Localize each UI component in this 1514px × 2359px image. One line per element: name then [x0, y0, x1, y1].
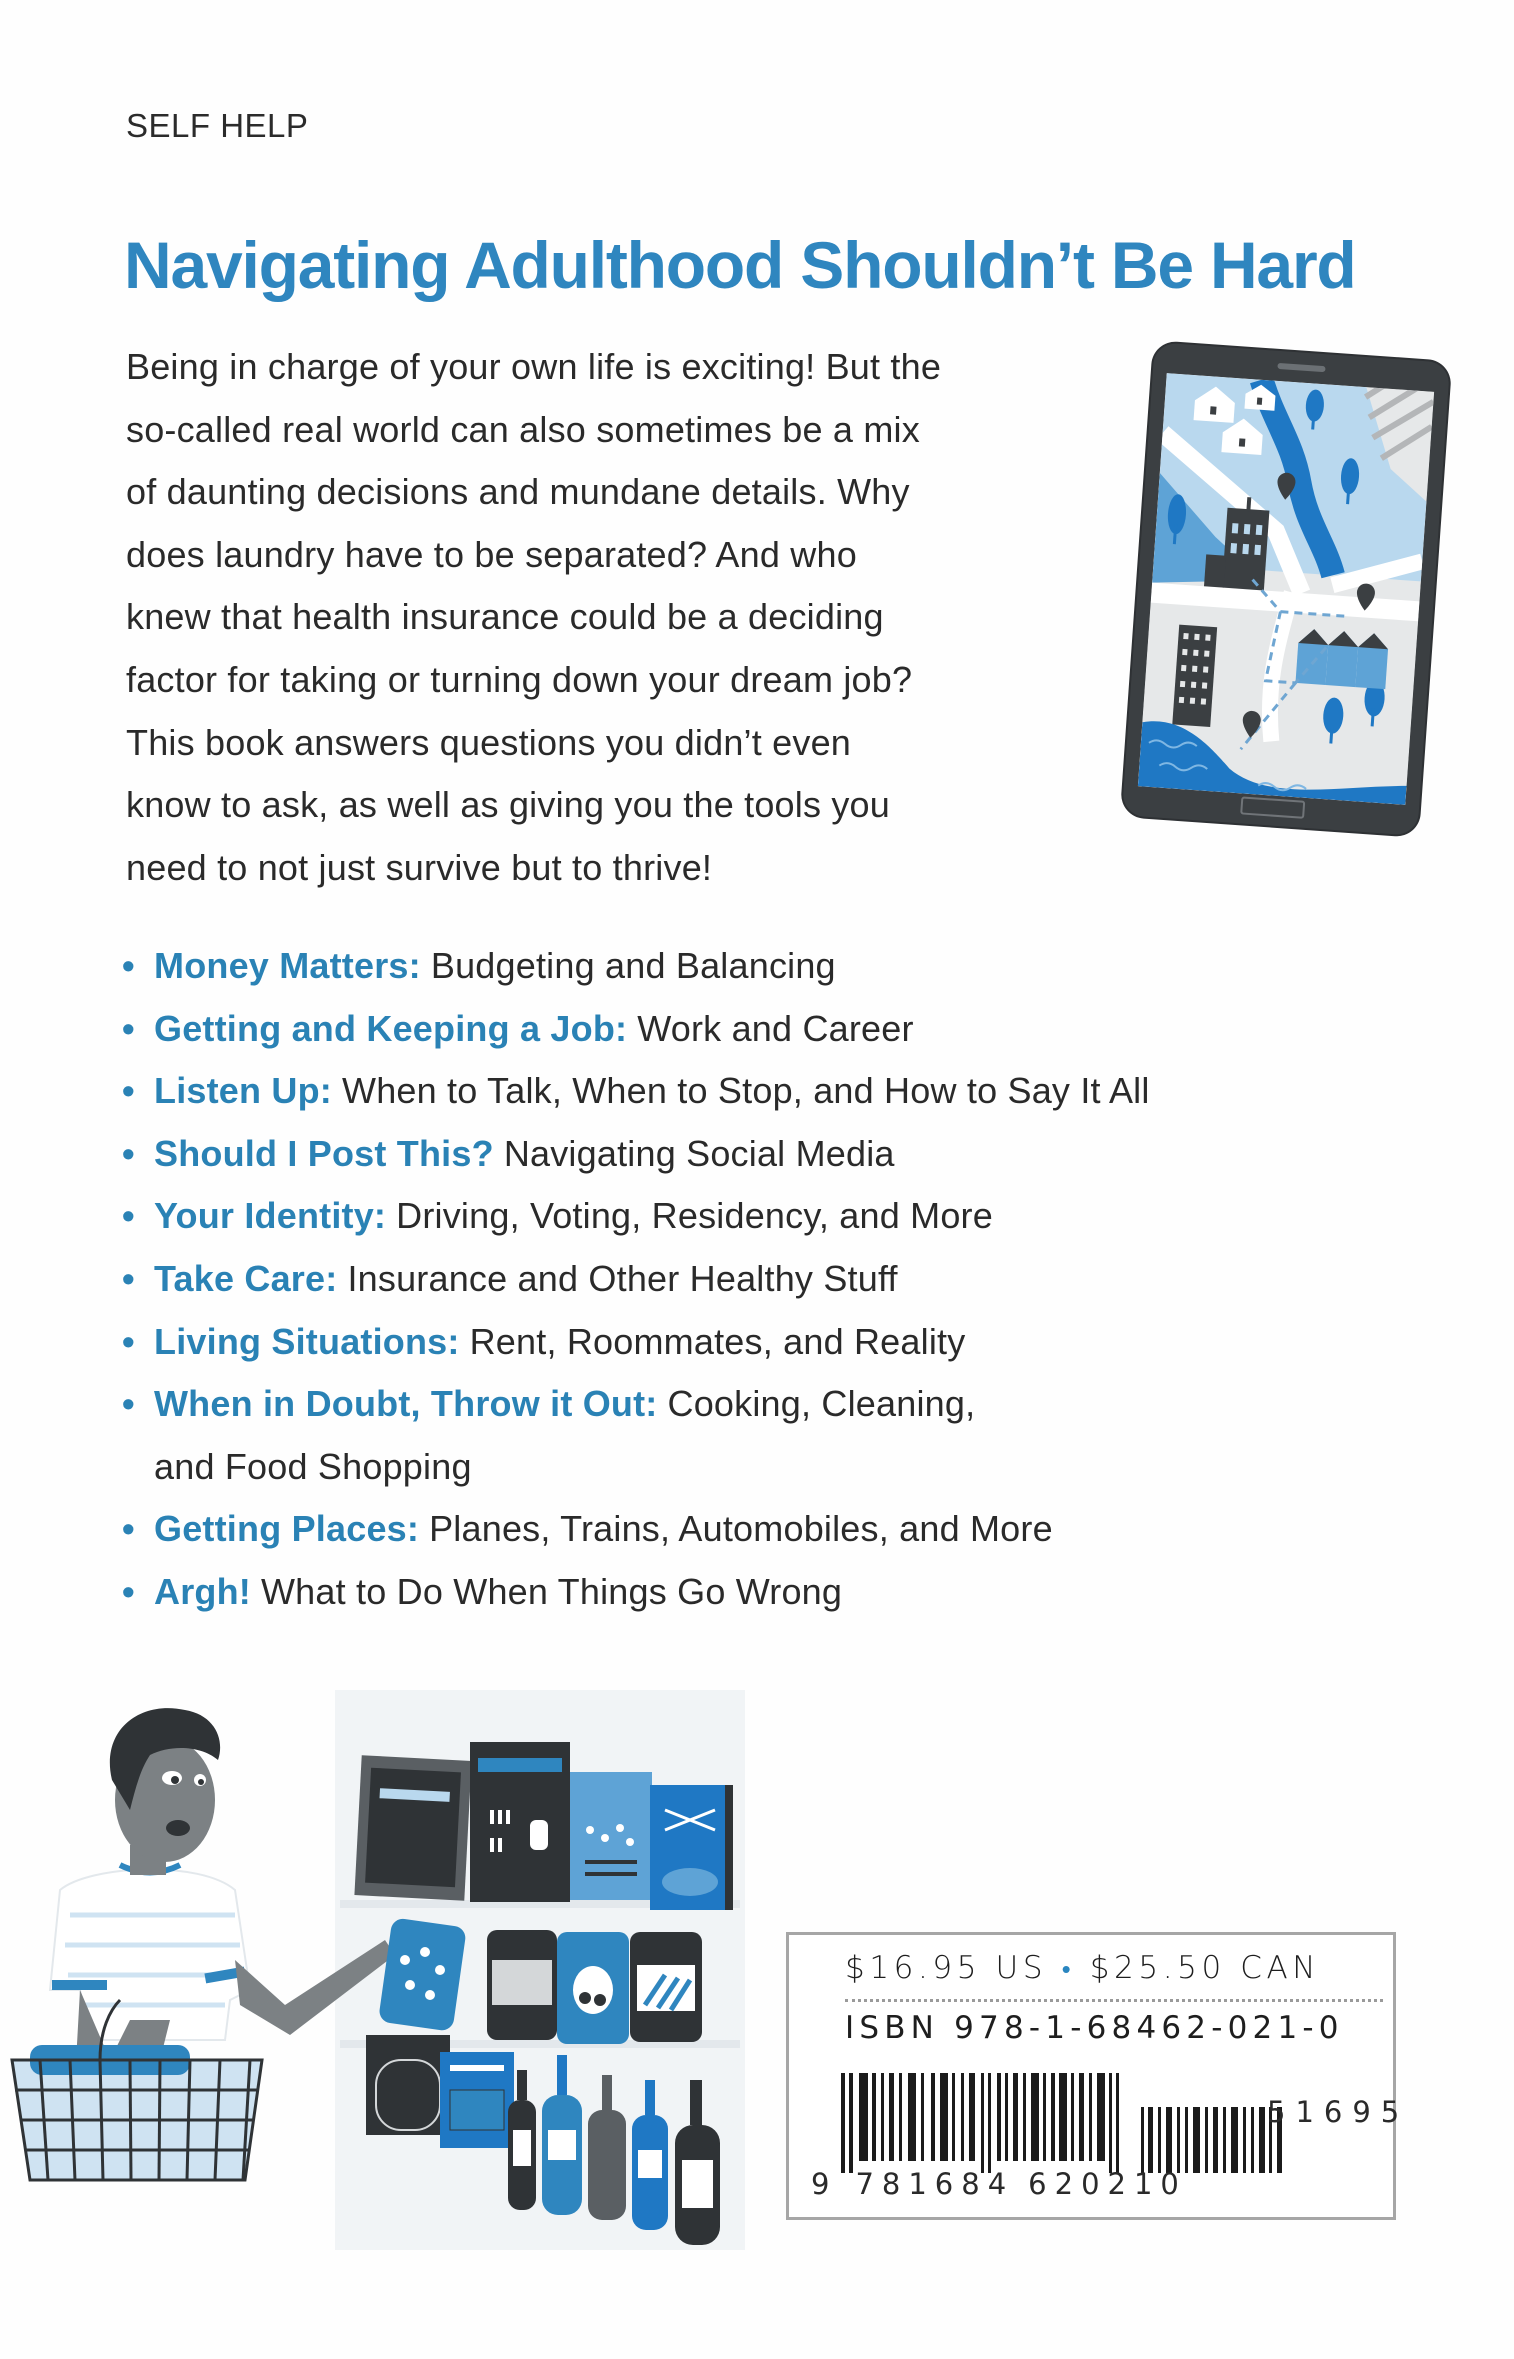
feature-list [122, 935, 1422, 1624]
category-label: SELF HELP [126, 107, 309, 144]
can-price: $25.50 CAN [1089, 1950, 1321, 1986]
feature-item [122, 1498, 1422, 1561]
feature-item [122, 1561, 1422, 1624]
blurb-paragraph [126, 336, 1086, 899]
tablet-home-button [1240, 796, 1305, 818]
feature-item [122, 1248, 1422, 1311]
feature-desc: Driving, Voting, Residency, and More [396, 1195, 993, 1237]
feature-item [122, 1123, 1422, 1186]
blurb-line: of daunting decisions and mundane details. Why [126, 471, 910, 513]
addon-code: 51695 [1267, 2095, 1410, 2129]
feature-desc: Navigating Social Media [503, 1132, 895, 1174]
feature-key: Argh! [154, 1570, 251, 1612]
grocery-shopper-illustration [0, 1660, 760, 2265]
bullet-icon: • [122, 1070, 135, 1112]
bullet-icon: • [122, 1570, 135, 1612]
barcode-left-digits: 781684 [855, 2167, 1015, 2201]
feature-key: Getting Places: [154, 1508, 420, 1550]
feature-desc: Budgeting and Balancing [430, 945, 836, 986]
feature-key: Should I Post This? [154, 1132, 494, 1174]
bullet-icon: • [122, 945, 135, 986]
blurb-line: know to ask, as well as giving you the tools you [126, 784, 891, 826]
blurb-line: need to not just survive but to thrive! [126, 846, 713, 888]
feature-key: Getting and Keeping a Job: [154, 1007, 628, 1049]
barcode-right-digits: 620210 [1028, 2167, 1187, 2201]
feature-item [122, 998, 1422, 1061]
feature-item [122, 1060, 1422, 1123]
feature-item [122, 1311, 1422, 1374]
feature-item [122, 935, 1422, 998]
feature-key: Listen Up: [154, 1070, 332, 1112]
feature-desc: What to Do When Things Go Wrong [261, 1570, 843, 1612]
bullet-icon: • [122, 1383, 135, 1425]
feature-key: When in Doubt, Throw it Out: [154, 1383, 658, 1425]
bullet-icon: • [122, 1007, 135, 1049]
price-line [845, 1950, 1320, 1986]
isbn-number: ISBN 978-1-68462-021-0 [845, 2010, 1344, 2046]
feature-desc: Rent, Roommates, and Reality [469, 1320, 966, 1362]
feature-item-continuation [122, 1436, 1422, 1499]
blurb-line: does laundry have to be separated? And who [126, 533, 857, 575]
blurb-line: Being in charge of your own life is exciting! But the [126, 346, 942, 387]
feature-desc: Insurance and Other Healthy Stuff [347, 1257, 898, 1299]
feature-key: Take Care: [154, 1257, 338, 1299]
shopper-icon [0, 1660, 760, 2260]
blurb-line: knew that health insurance could be a deciding [126, 596, 884, 638]
blurb-line: so-called real world can also sometimes be a mix [126, 408, 920, 450]
feature-desc: When to Talk, When to Stop, and How to Say It All [342, 1070, 1150, 1112]
blurb-line: This book answers questions you didn’t even [126, 721, 852, 763]
bullet-icon: • [122, 1508, 135, 1550]
dotted-divider [845, 1999, 1383, 2002]
separator-dot-icon: • [1061, 1955, 1076, 1985]
bullet-icon: • [122, 1132, 135, 1174]
blurb-line: factor for taking or turning down your dream job? [126, 658, 913, 700]
feature-item [122, 1185, 1422, 1248]
feature-desc: Planes, Trains, Automobiles, and More [429, 1508, 1053, 1550]
back-cover-headline: Navigating Adulthood Shouldn’t Be Hard [124, 228, 1356, 302]
feature-key: Your Identity: [154, 1195, 387, 1237]
barcode-digits [811, 2167, 1187, 2201]
tablet-screen [1138, 373, 1434, 805]
bullet-icon: • [122, 1195, 135, 1237]
tablet-map-illustration [1122, 342, 1450, 835]
us-price: $16.95 US [845, 1950, 1048, 1986]
feature-item [122, 1373, 1422, 1436]
feature-desc: and Food Shopping [154, 1445, 472, 1487]
barcode-first-digit: 9 [811, 2167, 838, 2201]
feature-desc: Cooking, Cleaning, [667, 1383, 976, 1425]
feature-key: Money Matters: [154, 945, 421, 986]
tablet-speaker [1277, 363, 1325, 372]
feature-desc: Work and Career [637, 1007, 914, 1049]
map-icon [1138, 373, 1434, 805]
bullet-icon: • [122, 1320, 135, 1362]
feature-key: Living Situations: [154, 1320, 460, 1362]
price-barcode-box [786, 1932, 1410, 2220]
bullet-icon: • [122, 1257, 135, 1299]
